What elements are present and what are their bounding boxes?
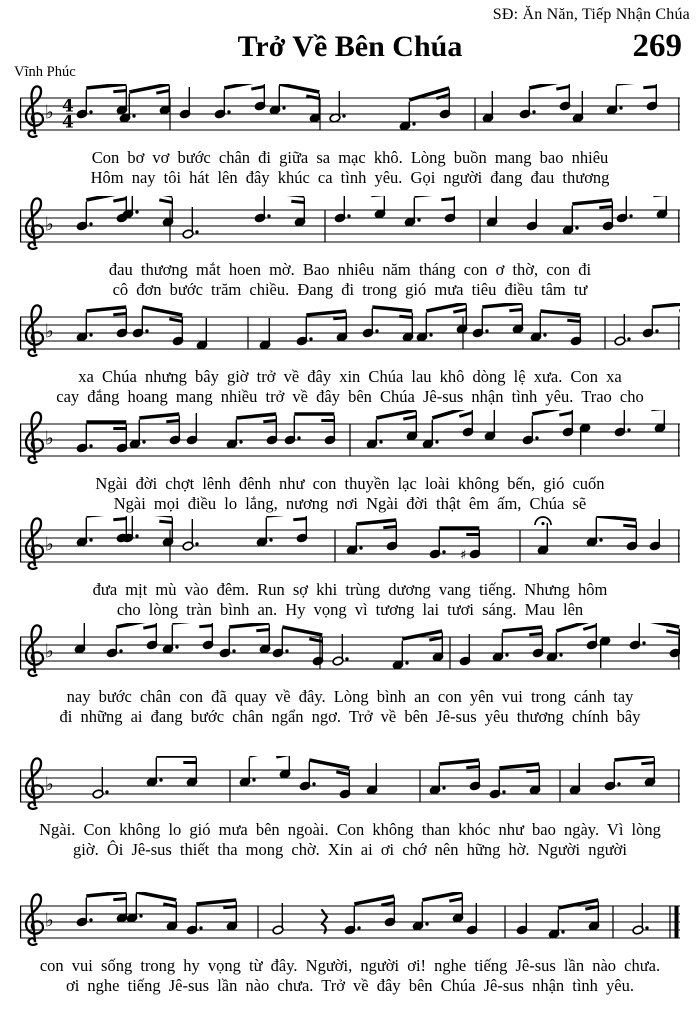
music-staff [20,756,680,820]
svg-text:♭: ♭ [45,101,54,124]
hymn-number: 269 [632,28,682,64]
music-system-1 [0,84,700,188]
lyrics-verse1: xa Chúa nhưng bây giờ trở về đây xin Chúa lau khô dòng lệ xưa. Con xa [78,367,622,386]
page-header [0,0,700,84]
music-staff [20,196,680,260]
lyrics-verse2: giờ. Ôi Jê-sus thiết tha mong chờ. Xin ai ơi chớ nên hững hờ. Người người [73,840,627,859]
page-title: Trở Về Bên Chúa [237,30,463,63]
music-system-7 [0,756,700,860]
lyrics-verse2: ơi nghe tiếng Jê-sus lần nào chưa. Trở về đây bên Chúa Jê-sus nhận tình yêu. [65,976,635,995]
lyrics-verse2: đi những ai đang bước chân ngẩn ngơ. Trở về bên Jê-sus yêu thương chính bây [59,707,641,726]
svg-text:♯: ♯ [460,548,467,563]
lyrics-verse1: con vui sống trong hy vọng từ đây. Người, người ơi! nghe tiếng Jê-sus lần nào chưa. [39,956,661,975]
svg-text:♭: ♭ [45,640,54,663]
lyrics-verse2: cho lòng tràn bình an. Hy vọng vì tương lai tươi sáng. Mau lên [116,600,584,619]
music-staff [20,892,680,956]
lyrics-verse1: Ngài đời chợt lênh đênh như con thuyền lạc loài không bến, gió cuốn [95,474,605,493]
svg-text:♭: ♭ [45,427,54,450]
music-staff [20,623,680,687]
lyrics-verse1: đau thương mắt hoen mờ. Bao nhiêu năm tháng con ơ thờ, con đi [108,260,592,279]
music-staff [20,516,680,580]
lyrics-verse1: Con bơ vơ bước chân đi giữa sa mạc khô. Lòng buồn mang bao nhiêu [91,148,609,167]
lyrics-verse1: Ngài. Con không lo gió mưa bên ngoài. Con không than khóc như bao ngày. Vì lòng [39,820,661,839]
svg-text:♭: ♭ [45,533,54,556]
svg-text:♭: ♭ [45,320,54,343]
lyrics-verse2: Hôm nay tôi hát lên đây khúc ca tình yêu. Gọi người đang đau thương [90,168,610,187]
lyrics-verse1: nay bước chân con đã quay về đây. Lòng bình an con yên vui trong cánh tay [66,687,634,706]
svg-text:♭: ♭ [45,773,54,796]
lyrics-verse1: đưa mịt mù vào đêm. Run sợ khi trùng dương vang tiếng. Nhưng hôm [92,580,608,599]
composer-name: Vĩnh Phúc [14,64,76,80]
svg-text:4: 4 [62,112,74,133]
lyrics-verse2: Ngài mọi điều lo lắng, nương nơi Ngài đời thật êm ấm, Chúa sẽ [113,494,587,513]
lyrics-verse2: cô đơn bước trăm chiều. Đang đi trong gió mưa tiêu điều tâm tư [112,280,588,299]
svg-text:♭: ♭ [45,909,54,932]
music-system-6 [0,623,700,727]
music-system-4 [0,410,700,514]
lyrics-verse2: cay đắng hoang mang nhiều trở về đây bên Chúa Jê-sus nhận tình yêu. Trao cho [56,387,644,406]
music-systems [0,84,700,996]
music-system-8 [0,892,700,996]
music-staff [20,84,680,148]
music-staff [20,303,680,367]
music-system-5 [0,516,700,620]
music-staff [20,410,680,474]
svg-text:4: 4 [62,96,74,117]
music-system-2 [0,196,700,300]
series-label: SĐ: Ăn Năn, Tiếp Nhận Chúa [492,6,690,23]
svg-text:♭: ♭ [45,213,54,236]
music-system-3 [0,303,700,407]
